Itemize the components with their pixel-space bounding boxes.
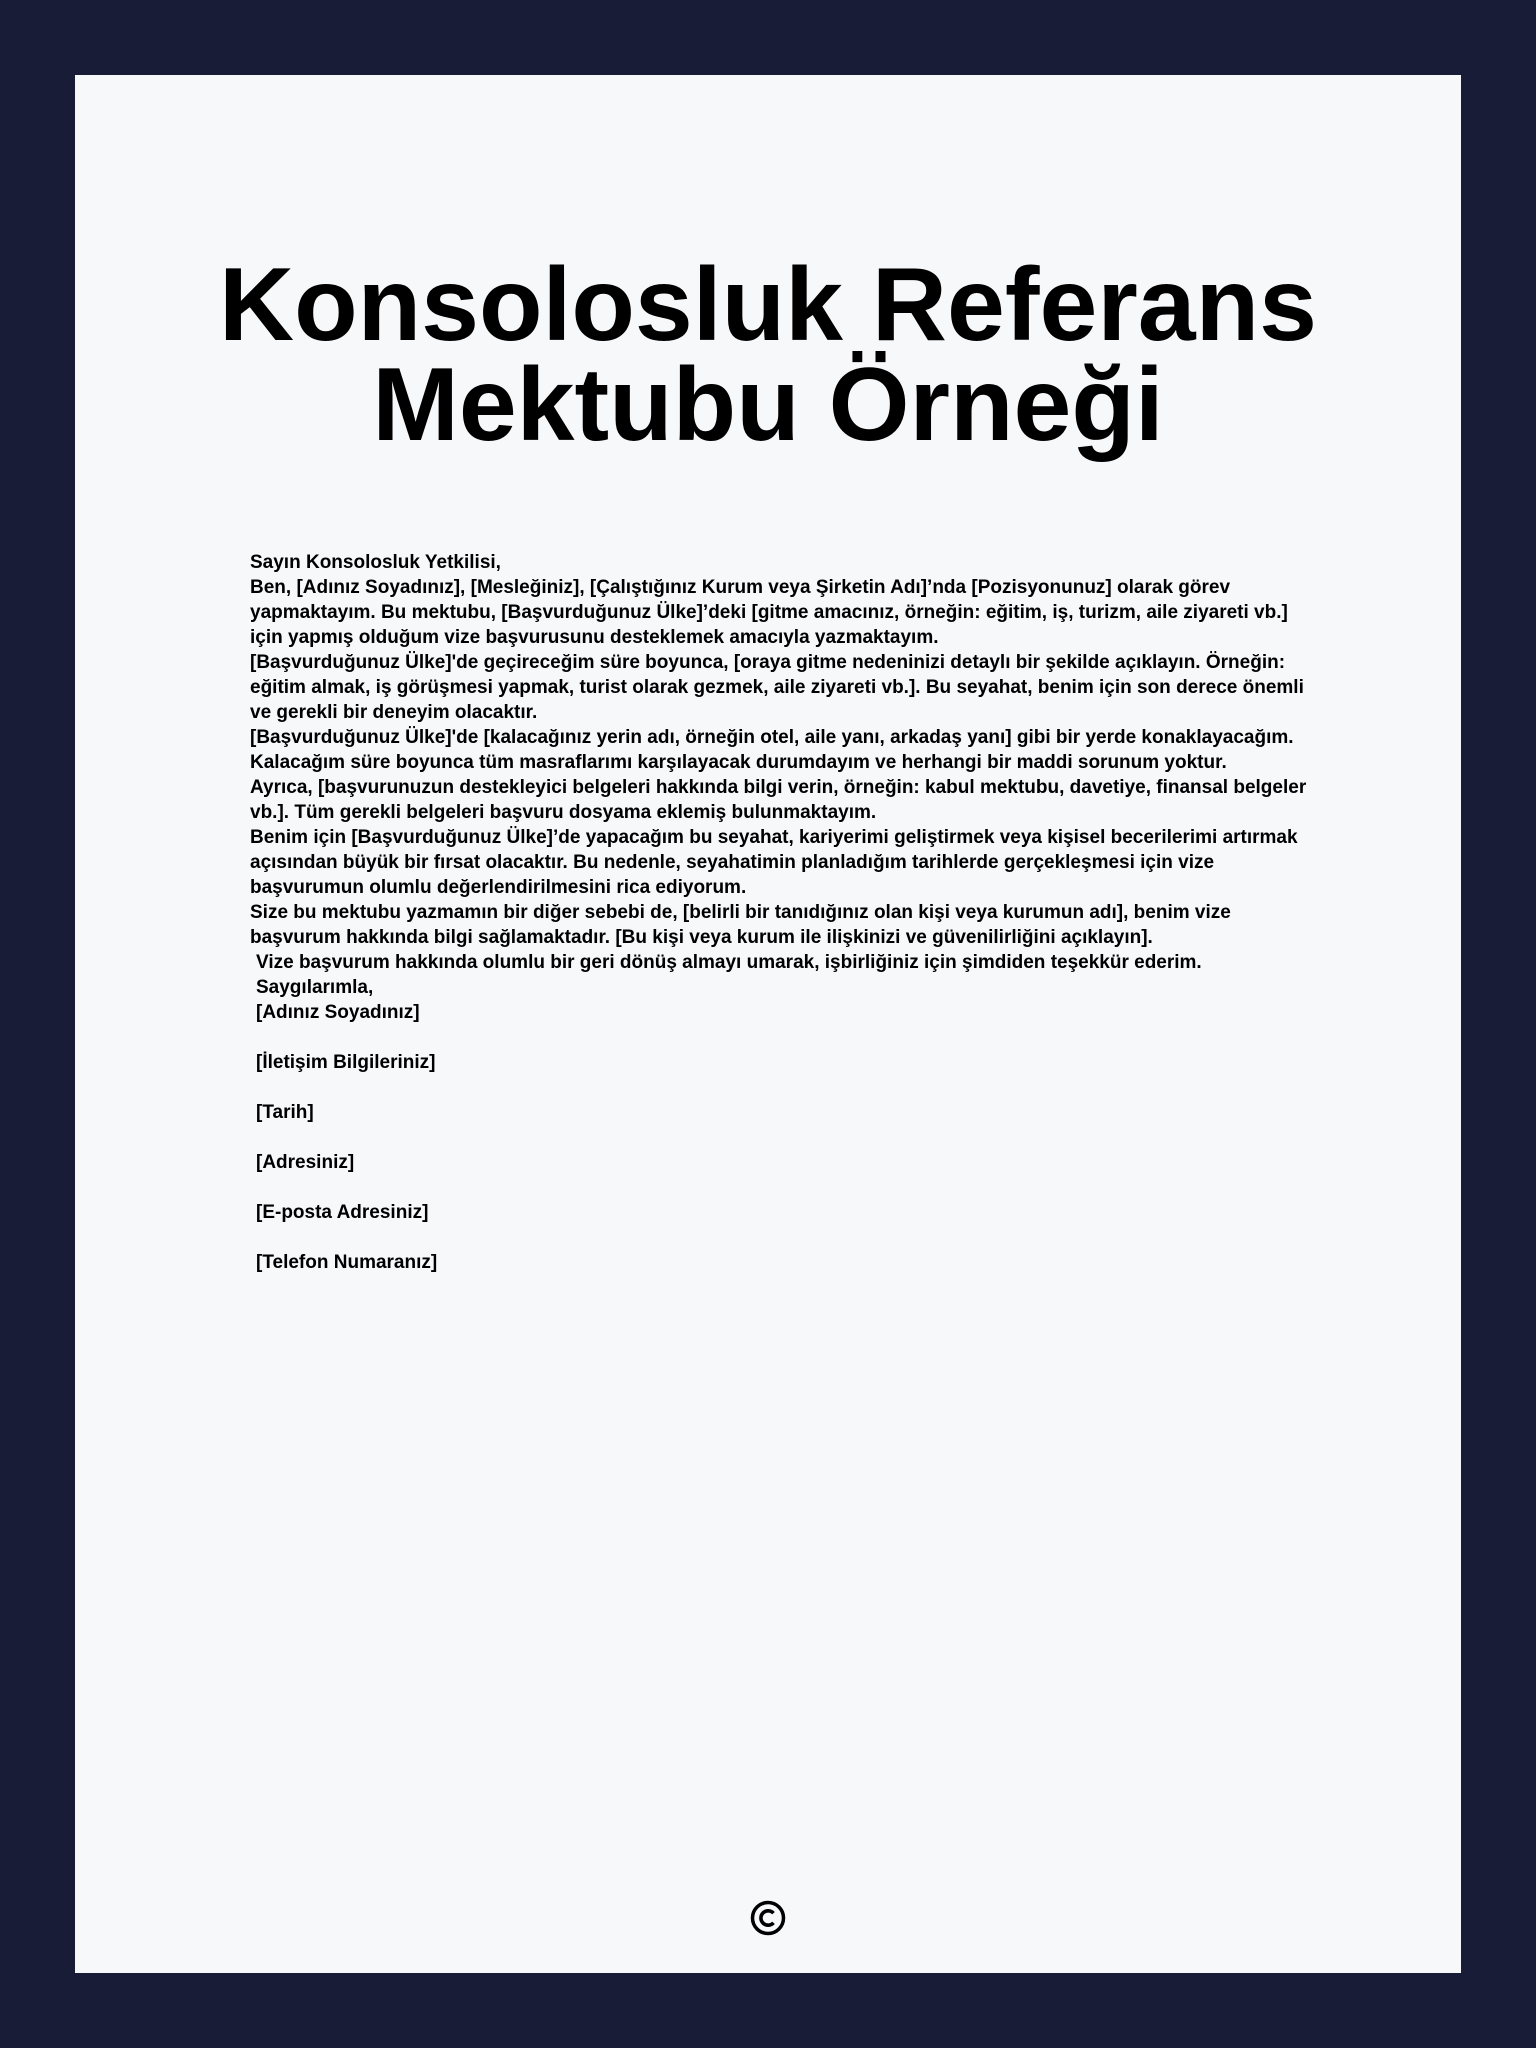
letter-paragraph: Ben, [Adınız Soyadınız], [Mesleğiniz], [Çalıştığınız Kurum veya Şirketin Adı]’nda [Pozisyonunuz] olarak görev yapmaktayım. Bu mektubu, [Başvurduğunuz Ülke]’deki [gitme amacınız, örneğin: eğitim, iş, turizm, aile ziyareti vb.] için yapmış olduğum vize başvurusunu desteklemek amacıyla yazmaktayım.: [250, 577, 1288, 648]
copyright-icon: [750, 1900, 786, 1936]
letter-sign-off: Saygılarımla,: [256, 977, 374, 998]
letter-body: [250, 550, 1310, 1300]
signature-name: [Adınız Soyadınız]: [256, 1002, 420, 1023]
page-title: Konsolosluk Referans Mektubu Örneği: [218, 247, 1318, 463]
signature-contact-info: [İletişim Bilgileriniz]: [256, 1052, 436, 1073]
letter-paragraph: Ayrıca, [başvurunuzun destekleyici belgeleri hakkında bilgi verin, örneğin: kabul mektubu, davetiye, finansal belgeler vb.]. Tüm gerekli belgeleri başvuru dosyama eklemiş bulunmaktayım.: [250, 777, 1307, 823]
signature-email: [E-posta Adresiniz]: [256, 1202, 429, 1223]
letter-paragraph: [Başvurduğunuz Ülke]'de [kalacağınız yerin adı, örneğin otel, aile yanı, arkadaş yanı] gibi bir yerde konaklayacağım. Kalacağım süre boyunca tüm masraflarımı karşılayacak durumdayım ve herhangi bir maddi sorunum yoktur.: [250, 727, 1294, 773]
letter-paragraph: Size bu mektubu yazmamın bir diğer sebebi de, [belirli bir tanıdığınız olan kişi veya kurumun adı], benim vize başvurum hakkında bilgi sağlamaktadır. [Bu kişi veya kurum ile ilişkinizi ve güvenilirliğini açıklayın].: [250, 902, 1231, 948]
letter-closing-line: Vize başvurum hakkında olumlu bir geri dönüş almayı umarak, işbirliğiniz için şimdiden teşekkür ederim.: [256, 952, 1202, 973]
signature-date: [Tarih]: [256, 1102, 314, 1123]
letter-greeting: Sayın Konsolosluk Yetkilisi,: [250, 552, 501, 573]
signature-address: [Adresiniz]: [256, 1152, 355, 1173]
letter-paragraph: Benim için [Başvurduğunuz Ülke]’de yapacağım bu seyahat, kariyerimi geliştirmek veya kişisel becerilerimi artırmak açısından büyük bir fırsat olacaktır. Bu nedenle, seyahatimin planladığım tarihlerde gerçekleşmesi için vize başvurumun olumlu değerlendirilmesini rica ediyorum.: [250, 827, 1298, 898]
letter-paragraph: [Başvurduğunuz Ülke]'de geçireceğim süre boyunca, [oraya gitme nedeninizi detaylı bir şekilde açıklayın. Örneğin: eğitim almak, iş görüşmesi yapmak, turist olarak gezmek, aile ziyareti vb.]. Bu seyahat, benim için son derece önemli ve gerekli bir deneyim olacaktır.: [250, 652, 1304, 723]
letter-page: [75, 75, 1461, 1973]
signature-block: [250, 1000, 1310, 1300]
page-footer: [75, 1900, 1461, 1941]
signature-phone: [Telefon Numaranız]: [256, 1252, 438, 1273]
